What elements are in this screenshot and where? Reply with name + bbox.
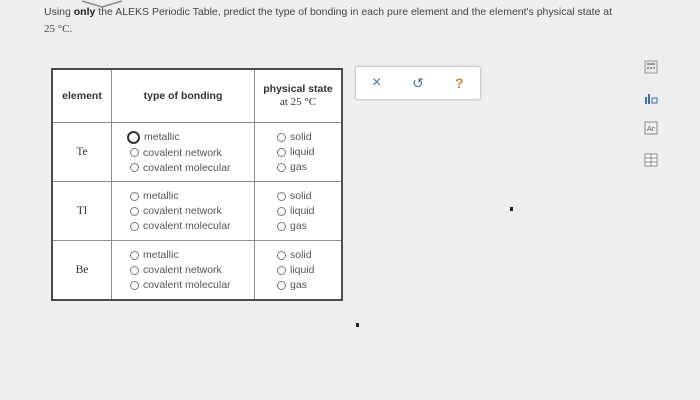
option-liquid[interactable] bbox=[277, 205, 341, 217]
option-metallic[interactable] bbox=[130, 131, 254, 144]
option-label: covalent molecular bbox=[143, 161, 231, 174]
header-physical-state bbox=[255, 69, 343, 123]
radio-button[interactable] bbox=[130, 163, 139, 172]
option-label: covalent molecular bbox=[143, 220, 231, 232]
element-cell: Tl bbox=[52, 182, 112, 241]
undo-icon: ↺ bbox=[412, 75, 424, 91]
help-button[interactable] bbox=[448, 72, 470, 94]
radio-button[interactable] bbox=[277, 207, 286, 216]
option-label: covalent molecular bbox=[143, 279, 231, 291]
data-table-icon[interactable] bbox=[644, 153, 658, 167]
state-options bbox=[255, 182, 343, 241]
radio-button[interactable] bbox=[130, 222, 139, 231]
header-element: element bbox=[52, 69, 112, 123]
radio-button[interactable] bbox=[277, 148, 286, 157]
option-label: covalent network bbox=[143, 264, 222, 276]
close-icon: × bbox=[371, 74, 382, 91]
option-label: covalent network bbox=[143, 146, 222, 159]
table-row-te bbox=[52, 123, 342, 182]
option-label: liquid bbox=[290, 205, 315, 217]
clear-button[interactable] bbox=[366, 72, 388, 94]
state-options bbox=[255, 123, 343, 182]
option-liquid[interactable] bbox=[277, 146, 341, 158]
option-covalent-network[interactable] bbox=[130, 147, 254, 159]
option-covalent-network[interactable] bbox=[130, 264, 254, 276]
radio-button[interactable] bbox=[130, 251, 139, 260]
bonding-table bbox=[51, 68, 343, 301]
option-label: metallic bbox=[144, 131, 180, 143]
option-label: liquid bbox=[290, 264, 315, 276]
radio-button[interactable] bbox=[277, 222, 286, 231]
option-gas[interactable] bbox=[277, 279, 341, 291]
option-liquid[interactable] bbox=[277, 264, 341, 276]
radio-button[interactable] bbox=[277, 281, 286, 290]
radio-button[interactable] bbox=[127, 131, 140, 144]
radio-button[interactable] bbox=[277, 163, 286, 172]
radio-button[interactable] bbox=[130, 148, 139, 157]
option-label: gas bbox=[290, 220, 307, 232]
option-covalent-molecular[interactable] bbox=[130, 162, 254, 174]
chart-icon[interactable] bbox=[644, 91, 658, 105]
option-solid[interactable] bbox=[277, 190, 341, 202]
radio-button[interactable] bbox=[130, 192, 139, 201]
option-covalent-network[interactable] bbox=[130, 205, 254, 217]
instructions bbox=[44, 4, 664, 38]
option-solid[interactable] bbox=[277, 249, 341, 261]
table-row-tl bbox=[52, 182, 342, 241]
option-label: gas bbox=[290, 279, 307, 291]
option-gas[interactable] bbox=[277, 161, 341, 173]
header-state-line1: physical state bbox=[263, 83, 333, 95]
option-gas[interactable] bbox=[277, 220, 341, 232]
header-state-line2: at 25 °C bbox=[279, 96, 317, 108]
bonding-options bbox=[112, 241, 255, 301]
periodic-table-icon[interactable] bbox=[644, 121, 658, 135]
calculator-icon[interactable] bbox=[644, 60, 658, 74]
element-cell: Be bbox=[52, 241, 112, 301]
table-row-be bbox=[52, 241, 342, 301]
table-header-row bbox=[52, 69, 342, 123]
option-label: covalent network bbox=[143, 205, 222, 217]
instructions-temperature: 25 °C. bbox=[44, 23, 73, 35]
instructions-emphasis: only bbox=[73, 6, 96, 18]
instructions-suffix: the ALEKS Periodic Table, predict the type of bonding in each pure element and the element's physical state at bbox=[95, 6, 612, 18]
option-label: metallic bbox=[143, 190, 179, 202]
stray-mark bbox=[356, 323, 359, 327]
option-label: solid bbox=[290, 190, 312, 202]
instructions-prefix: Using bbox=[44, 6, 74, 18]
answer-toolbar bbox=[355, 66, 481, 100]
radio-button[interactable] bbox=[130, 281, 139, 290]
option-solid[interactable] bbox=[277, 131, 341, 143]
state-options bbox=[255, 241, 343, 301]
option-label: gas bbox=[290, 161, 307, 173]
radio-button[interactable] bbox=[277, 133, 286, 142]
option-metallic[interactable] bbox=[130, 190, 254, 202]
option-covalent-molecular[interactable] bbox=[130, 220, 254, 232]
element-cell: Te bbox=[52, 123, 112, 182]
option-metallic[interactable] bbox=[130, 249, 254, 261]
header-bonding: type of bonding bbox=[112, 69, 255, 123]
option-label: liquid bbox=[290, 146, 315, 158]
option-label: solid bbox=[290, 249, 312, 261]
stray-mark bbox=[510, 207, 513, 211]
option-label: solid bbox=[290, 131, 312, 143]
radio-button[interactable] bbox=[277, 266, 286, 275]
bonding-options bbox=[112, 182, 255, 241]
option-label: metallic bbox=[143, 249, 179, 261]
option-covalent-molecular[interactable] bbox=[130, 279, 254, 291]
radio-button[interactable] bbox=[277, 192, 286, 201]
undo-button[interactable] bbox=[407, 72, 429, 94]
radio-button[interactable] bbox=[130, 207, 139, 216]
radio-button[interactable] bbox=[130, 266, 139, 275]
radio-button[interactable] bbox=[277, 251, 286, 260]
help-icon: ? bbox=[455, 75, 464, 91]
svg-text:Ar: Ar bbox=[647, 125, 655, 133]
bonding-options bbox=[112, 123, 255, 182]
